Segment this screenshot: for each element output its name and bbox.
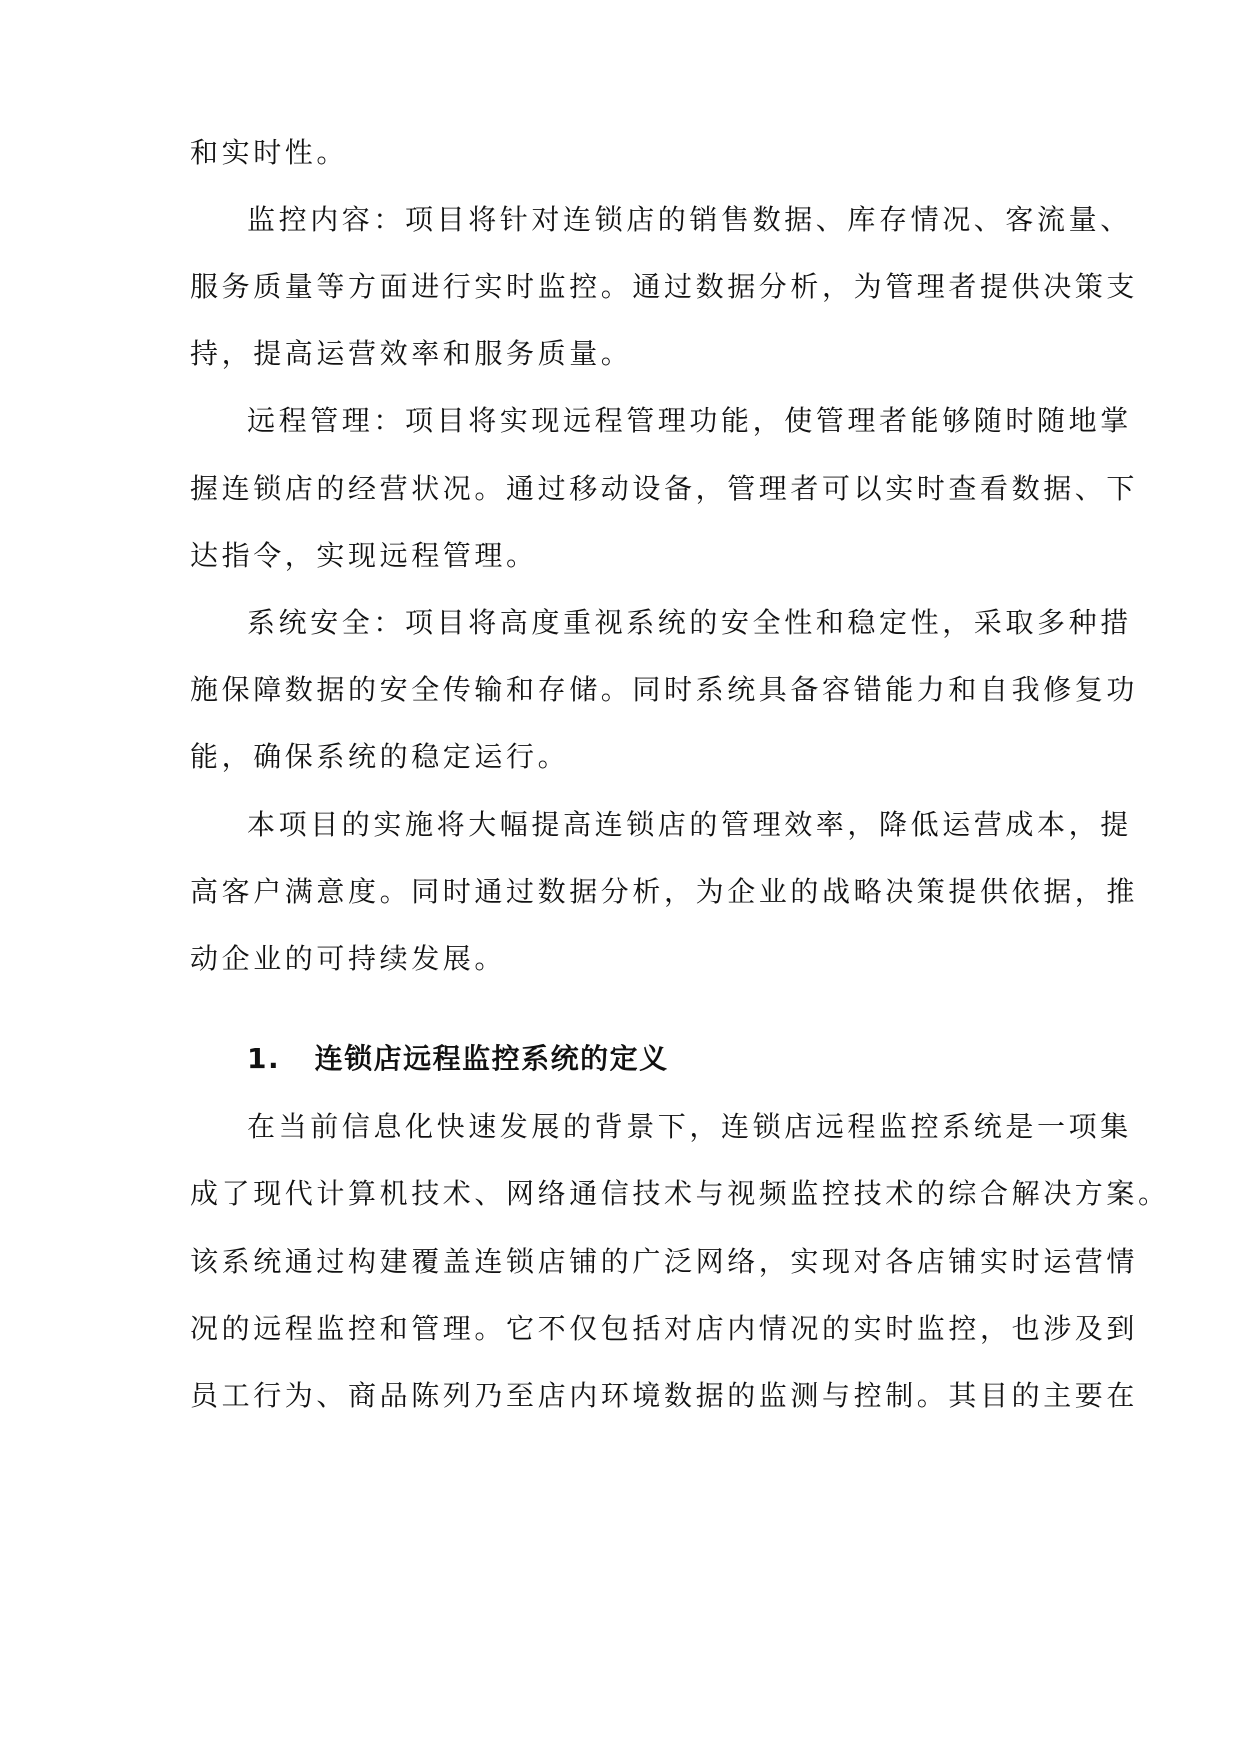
paragraph-line: 能，确保系统的稳定运行。 xyxy=(190,740,570,773)
paragraph-line: 高客户满意度。同时通过数据分析，为企业的战略决策提供依据，推 xyxy=(190,875,1139,908)
paragraph-line: 系统安全：项目将高度重视系统的安全性和稳定性，采取多种措 xyxy=(247,606,1132,639)
paragraph-line: 况的远程监控和管理。它不仅包括对店内情况的实时监控，也涉及到 xyxy=(190,1312,1139,1345)
paragraph-line: 在当前信息化快速发展的背景下，连锁店远程监控系统是一项集 xyxy=(247,1110,1132,1143)
paragraph-line: 服务质量等方面进行实时监控。通过数据分析，为管理者提供决策支 xyxy=(190,270,1139,303)
paragraph-line: 成了现代计算机技术、网络通信技术与视频监控技术的综合解决方案。 xyxy=(190,1177,1170,1210)
paragraph-line: 远程管理：项目将实现远程管理功能，使管理者能够随时随地掌 xyxy=(247,404,1132,437)
paragraph-line: 握连锁店的经营状况。通过移动设备，管理者可以实时查看数据、下 xyxy=(190,472,1139,505)
paragraph-line: 动企业的可持续发展。 xyxy=(190,942,507,975)
section-number: 1. xyxy=(247,1042,281,1075)
section-title: 连锁店远程监控系统的定义 xyxy=(314,1042,669,1075)
paragraph-line: 本项目的实施将大幅提高连锁店的管理效率，降低运营成本，提 xyxy=(247,808,1132,841)
paragraph-line: 达指令，实现远程管理。 xyxy=(190,539,538,572)
section-heading xyxy=(247,1039,1050,1079)
paragraph-line: 持，提高运营效率和服务质量。 xyxy=(190,337,633,370)
paragraph-line: 员工行为、商品陈列乃至店内环境数据的监测与控制。其目的主要在 xyxy=(190,1379,1139,1412)
paragraph-line: 监控内容：项目将针对连锁店的销售数据、库存情况、客流量、 xyxy=(247,203,1132,236)
paragraph-line: 该系统通过构建覆盖连锁店铺的广泛网络，实现对各店铺实时运营情 xyxy=(190,1245,1139,1278)
paragraph-line: 施保障数据的安全传输和存储。同时系统具备容错能力和自我修复功 xyxy=(190,673,1139,706)
paragraph-line: 和实时性。 xyxy=(190,136,349,169)
